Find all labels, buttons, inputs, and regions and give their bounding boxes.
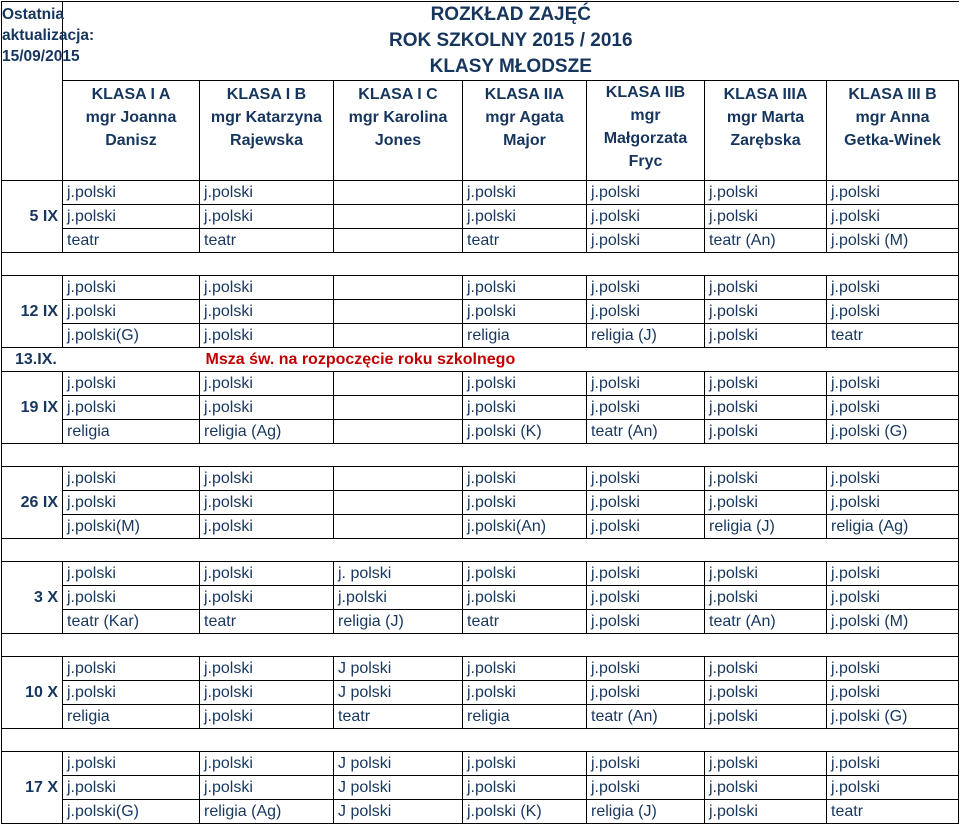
lesson-cell: j.polski xyxy=(63,205,200,229)
lesson-cell: j.polski xyxy=(463,205,587,229)
lesson-cell: teatr xyxy=(200,229,334,253)
class-header-line: KLASA I B xyxy=(226,86,307,103)
lesson-cell: teatr xyxy=(200,610,334,634)
lesson-cell: J polski xyxy=(334,752,463,776)
class-header xyxy=(587,81,705,181)
lesson-cell xyxy=(334,396,463,420)
class-header-line: KLASA IIB xyxy=(605,84,686,101)
day-date: 17 X xyxy=(2,752,63,824)
lesson-cell: j.polski (M) xyxy=(827,610,959,634)
lesson-cell: j.polski xyxy=(587,610,705,634)
lesson-cell: j.polski xyxy=(705,324,827,348)
day-date: 3 X xyxy=(2,562,63,634)
class-header-line: Zarębska xyxy=(730,132,801,149)
lesson-cell: j.polski xyxy=(463,491,587,515)
class-header-line: Jones xyxy=(374,132,422,149)
lesson-cell: j.polski xyxy=(334,586,463,610)
lesson-cell: religia (Ag) xyxy=(200,420,334,444)
lesson-cell: religia (Ag) xyxy=(827,515,959,539)
lesson-cell: j.polski xyxy=(463,562,587,586)
lesson-cell: j.polski xyxy=(587,229,705,253)
lesson-cell: j.polski xyxy=(463,181,587,205)
lesson-cell: j.polski xyxy=(463,657,587,681)
lesson-cell: j.polski xyxy=(63,657,200,681)
lesson-cell: religia (J) xyxy=(334,610,463,634)
lesson-cell: j.polski (G) xyxy=(827,705,959,729)
lesson-cell xyxy=(334,324,463,348)
lesson-cell: j.polski xyxy=(587,181,705,205)
lesson-cell: j.polski xyxy=(705,776,827,800)
lesson-cell: j.polski(G) xyxy=(63,800,200,824)
lesson-cell: j.polski xyxy=(463,467,587,491)
lesson-cell: j.polski xyxy=(200,181,334,205)
lesson-cell: teatr xyxy=(827,800,959,824)
lesson-cell: j.polski xyxy=(827,181,959,205)
lesson-cell: j.polski xyxy=(705,276,827,300)
lesson-cell: j.polski xyxy=(200,372,334,396)
lesson-cell: j.polski xyxy=(63,181,200,205)
lesson-cell: j.polski xyxy=(705,752,827,776)
lesson-cell: j.polski xyxy=(200,562,334,586)
class-header-line: Fryc xyxy=(628,153,663,170)
lesson-cell: teatr xyxy=(334,705,463,729)
lesson-cell: j.polski xyxy=(587,681,705,705)
lesson-cell: j.polski xyxy=(200,276,334,300)
lesson-cell: j.polski xyxy=(200,205,334,229)
lesson-cell: J polski xyxy=(334,776,463,800)
separator-row xyxy=(2,253,959,276)
lesson-cell: j.polski xyxy=(200,300,334,324)
lesson-cell xyxy=(334,229,463,253)
lesson-cell: j.polski xyxy=(705,372,827,396)
lesson-cell: j.polski xyxy=(63,586,200,610)
lesson-cell: teatr xyxy=(63,229,200,253)
class-header-line: KLASA IIA xyxy=(484,86,565,103)
class-header-line: mgr Anna xyxy=(855,109,930,126)
lesson-cell: j.polski xyxy=(63,396,200,420)
lesson-cell: teatr (An) xyxy=(705,610,827,634)
class-header xyxy=(200,81,334,181)
day-date: 10 X xyxy=(2,657,63,729)
class-header-line: mgr Joanna xyxy=(85,109,177,126)
day-date: 26 IX xyxy=(2,467,63,539)
lesson-cell: j.polski xyxy=(200,467,334,491)
lesson-cell: j.polski xyxy=(827,467,959,491)
lesson-cell: j.polski xyxy=(827,491,959,515)
lesson-cell xyxy=(334,300,463,324)
lesson-cell: j.polski xyxy=(705,800,827,824)
lesson-cell: religia xyxy=(463,705,587,729)
class-header-line: mgr Agata xyxy=(485,109,564,126)
lesson-cell: j.polski xyxy=(827,372,959,396)
class-header-line: Małgorzata xyxy=(603,130,688,147)
lesson-cell: j.polski xyxy=(827,776,959,800)
lesson-cell xyxy=(334,491,463,515)
lesson-cell: j.polski xyxy=(63,752,200,776)
lesson-cell: j.polski xyxy=(463,586,587,610)
lesson-cell: j.polski xyxy=(705,705,827,729)
page-title: ROZKŁAD ZAJĘĆ ROK SZKOLNY 2015 / 2016 KLASY MŁODSZE xyxy=(63,2,959,81)
lesson-cell: teatr (Kar) xyxy=(63,610,200,634)
lesson-cell: j.polski xyxy=(587,562,705,586)
separator-row xyxy=(2,539,959,562)
lesson-cell: j.polski xyxy=(587,300,705,324)
lesson-cell: j.polski xyxy=(827,586,959,610)
lesson-cell: religia (J) xyxy=(587,800,705,824)
class-header-line: mgr xyxy=(630,107,661,124)
lesson-cell xyxy=(334,276,463,300)
class-header xyxy=(63,81,200,181)
lesson-cell: j.polski (K) xyxy=(463,420,587,444)
lesson-cell: j.polski xyxy=(200,681,334,705)
lesson-cell xyxy=(334,181,463,205)
lesson-cell: j.polski xyxy=(705,586,827,610)
lesson-cell: j.polski(M) xyxy=(63,515,200,539)
lesson-cell: j.polski xyxy=(63,681,200,705)
class-header-line: Danisz xyxy=(105,132,157,149)
lesson-cell: j.polski xyxy=(705,681,827,705)
lesson-cell: teatr (An) xyxy=(587,705,705,729)
lesson-cell: teatr xyxy=(463,229,587,253)
day-date: 5 IX xyxy=(2,181,63,253)
class-header xyxy=(463,81,587,181)
lesson-cell: j.polski xyxy=(827,396,959,420)
lesson-cell: j.polski xyxy=(587,491,705,515)
day-date: 12 IX xyxy=(2,276,63,348)
lesson-cell: j.polski xyxy=(200,396,334,420)
lesson-cell: j.polski xyxy=(705,491,827,515)
lesson-cell: j.polski xyxy=(587,752,705,776)
separator-row xyxy=(2,444,959,467)
lesson-cell: j.polski xyxy=(827,681,959,705)
lesson-cell: j.polski xyxy=(200,515,334,539)
lesson-cell: teatr (An) xyxy=(705,229,827,253)
lesson-cell: j.polski xyxy=(587,776,705,800)
class-header-line: KLASA III B xyxy=(848,86,937,103)
lesson-cell: j.polski (G) xyxy=(827,420,959,444)
class-header-line: Rajewska xyxy=(230,132,303,149)
lesson-cell: J polski xyxy=(334,681,463,705)
lesson-cell: j.polski xyxy=(705,396,827,420)
lesson-cell: j.polski xyxy=(827,276,959,300)
lesson-cell: j.polski xyxy=(587,396,705,420)
lesson-cell: j.polski xyxy=(587,372,705,396)
class-header-line: mgr Marta xyxy=(726,109,805,126)
lesson-cell: j.polski(An) xyxy=(463,515,587,539)
lesson-cell: j.polski xyxy=(705,205,827,229)
class-header-line: KLASA I A xyxy=(91,86,171,103)
lesson-cell: religia xyxy=(463,324,587,348)
lesson-cell: j.polski xyxy=(63,467,200,491)
lesson-cell: religia xyxy=(63,420,200,444)
lesson-cell: j.polski xyxy=(827,205,959,229)
lesson-cell: teatr (An) xyxy=(587,420,705,444)
day-date: 19 IX xyxy=(2,372,63,444)
lesson-cell: j.polski xyxy=(463,776,587,800)
lesson-cell xyxy=(334,420,463,444)
lesson-cell xyxy=(334,205,463,229)
class-header-line: mgr Karolina xyxy=(348,109,448,126)
lesson-cell: j.polski xyxy=(827,562,959,586)
lesson-cell: j.polski xyxy=(827,300,959,324)
class-header-line: KLASA I C xyxy=(358,86,438,103)
lesson-cell: religia (J) xyxy=(705,515,827,539)
lesson-cell: j.polski xyxy=(463,681,587,705)
lesson-cell: j.polski xyxy=(463,300,587,324)
lesson-cell: j.polski xyxy=(705,657,827,681)
lesson-cell: j.polski xyxy=(827,752,959,776)
last-update: Ostatnia aktualizacja: 15/09/2015 xyxy=(2,2,63,181)
lesson-cell: j.polski xyxy=(63,372,200,396)
lesson-cell: religia (Ag) xyxy=(200,800,334,824)
class-header-line: Major xyxy=(503,132,546,149)
lesson-cell: j.polski xyxy=(587,515,705,539)
class-header-line: mgr Katarzyna xyxy=(210,109,323,126)
lesson-cell: j. polski xyxy=(334,562,463,586)
note-date: 13.IX. xyxy=(2,348,200,372)
lesson-cell: j.polski xyxy=(587,276,705,300)
lesson-cell: j.polski xyxy=(705,420,827,444)
lesson-cell: j.polski xyxy=(200,491,334,515)
lesson-cell: j.polski xyxy=(63,300,200,324)
lesson-cell: j.polski xyxy=(463,276,587,300)
lesson-cell xyxy=(334,515,463,539)
lesson-cell: j.polski(G) xyxy=(63,324,200,348)
lesson-cell: j.polski xyxy=(587,657,705,681)
mass-note: Msza św. na rozpoczęcie roku szkolnego xyxy=(200,348,959,372)
lesson-cell xyxy=(334,467,463,491)
lesson-cell: teatr xyxy=(463,610,587,634)
lesson-cell: j.polski (K) xyxy=(463,800,587,824)
lesson-cell xyxy=(334,372,463,396)
lesson-cell: j.polski xyxy=(200,657,334,681)
lesson-cell: j.polski xyxy=(587,467,705,491)
schedule-table xyxy=(1,1,959,824)
lesson-cell: j.polski xyxy=(200,705,334,729)
class-header xyxy=(334,81,463,181)
lesson-cell: j.polski xyxy=(63,491,200,515)
lesson-cell: j.polski xyxy=(827,657,959,681)
lesson-cell: j.polski (M) xyxy=(827,229,959,253)
lesson-cell: j.polski xyxy=(200,752,334,776)
separator-row xyxy=(2,634,959,657)
lesson-cell: j.polski xyxy=(705,300,827,324)
lesson-cell: j.polski xyxy=(63,562,200,586)
lesson-cell: j.polski xyxy=(200,776,334,800)
lesson-cell: J polski xyxy=(334,657,463,681)
separator-row xyxy=(2,729,959,752)
lesson-cell: j.polski xyxy=(63,776,200,800)
lesson-cell: j.polski xyxy=(63,276,200,300)
lesson-cell: religia xyxy=(63,705,200,729)
lesson-cell: j.polski xyxy=(463,396,587,420)
lesson-cell: j.polski xyxy=(587,205,705,229)
lesson-cell: teatr xyxy=(827,324,959,348)
lesson-cell: religia (J) xyxy=(587,324,705,348)
class-header-line: Getka-Winek xyxy=(844,132,941,149)
lesson-cell: j.polski xyxy=(705,562,827,586)
class-header-line: KLASA IIIA xyxy=(723,86,808,103)
lesson-cell: j.polski xyxy=(463,752,587,776)
lesson-cell: j.polski xyxy=(200,324,334,348)
lesson-cell: j.polski xyxy=(705,181,827,205)
lesson-cell: j.polski xyxy=(463,372,587,396)
class-header xyxy=(705,81,827,181)
lesson-cell: j.polski xyxy=(587,586,705,610)
lesson-cell: J polski xyxy=(334,800,463,824)
lesson-cell: j.polski xyxy=(705,467,827,491)
class-header xyxy=(827,81,959,181)
lesson-cell: j.polski xyxy=(200,586,334,610)
